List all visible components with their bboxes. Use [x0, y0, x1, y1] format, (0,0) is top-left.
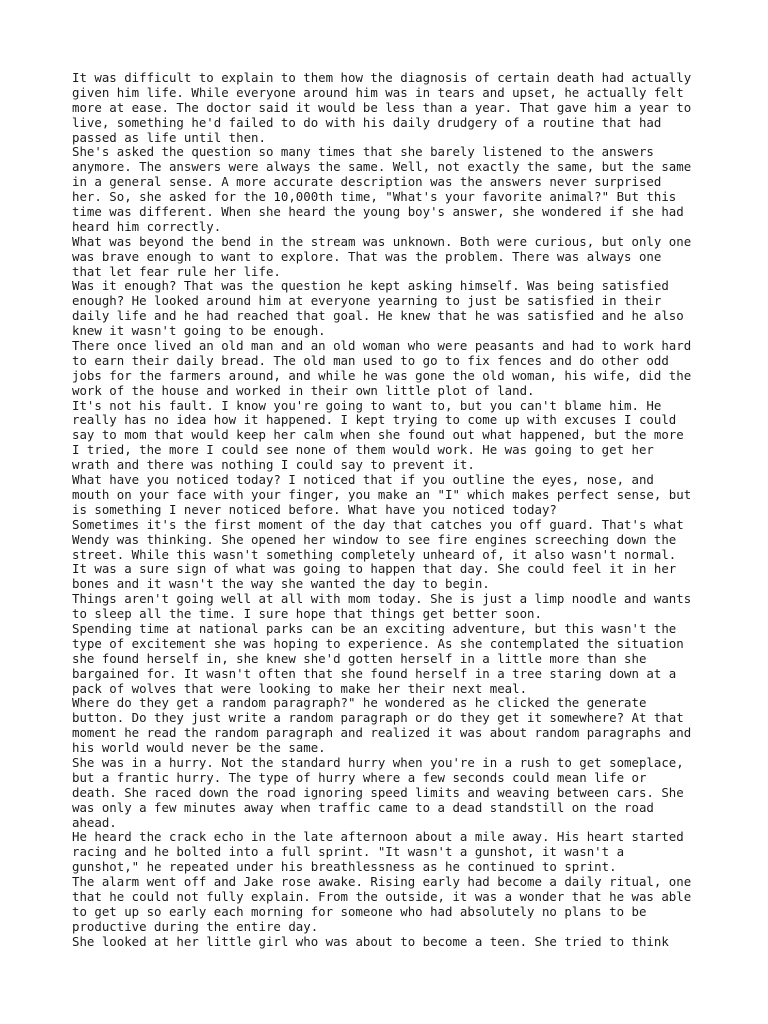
text-line: is something I never noticed before. What have you noticed today? — [72, 501, 557, 517]
text-line: heard him correctly. — [72, 218, 222, 234]
text-line: Wendy was thinking. She opened her window to see fire engines screeching down the — [72, 531, 677, 547]
text-line: to sleep all the time. I sure hope that things get better soon. — [72, 606, 542, 622]
text-line: Spending time at national parks can be an exciting adventure, but this wasn't the — [72, 620, 677, 636]
text-line: button. Do they just write a random paragraph or do they get it somewhere? At that — [72, 710, 684, 726]
text-line: but a frantic hurry. The type of hurry where a few seconds could mean life or — [72, 769, 647, 785]
text-line: passed as life until then. — [72, 129, 266, 145]
paragraph — [72, 830, 712, 875]
text-line: The alarm went off and Jake rose awake. Rising early had become a daily ritual, one — [72, 874, 692, 890]
text-line: productive during the entire day. — [72, 918, 319, 934]
text-line: She was in a hurry. Not the standard hurry when you're in a rush to get someplace, — [72, 754, 684, 770]
text-line: she found herself in, she knew she'd gotten herself in a little more than she — [72, 650, 647, 666]
text-line: It was a sure sign of what was going to happen that day. She could feel it in her — [72, 561, 677, 577]
text-line: death. She raced down the road ignoring speed limits and weaving between cars. She — [72, 784, 684, 800]
text-line: type of excitement she was hoping to experience. As she contemplated the situation — [72, 635, 684, 651]
text-line: Was it enough? That was the question he kept asking himself. Was being satisfied — [72, 278, 669, 294]
text-line: pack of wolves that were looking to make her their next meal. — [72, 680, 528, 696]
paragraph — [72, 279, 712, 339]
text-line: Sometimes it's the first moment of the day that catches you off guard. That's what — [72, 516, 684, 532]
paragraph — [72, 592, 712, 622]
text-line: It was difficult to explain to them how the diagnosis of certain death had actually — [72, 70, 692, 85]
text-line: really has no idea how it happened. I kept trying to come up with excuses I could — [72, 412, 677, 428]
paragraph — [72, 756, 712, 830]
text-line: more at ease. The doctor said it would be less than a year. That gave him a year to — [72, 99, 692, 115]
text-line: What was beyond the bend in the stream was unknown. Both were curious, but only one — [72, 233, 692, 249]
text-line: was only a few minutes away when traffic came to a dead standstill on the road — [72, 799, 654, 815]
text-line: It's not his fault. I know you're going to want to, but you can't blame him. He — [72, 397, 662, 413]
text-line: There once lived an old man and an old woman who were peasants and had to work hard — [72, 338, 692, 354]
paragraph — [72, 875, 712, 935]
text-line: Where do they get a random paragraph?" he wondered as he clicked the generate — [72, 695, 647, 711]
text-line: to earn their daily bread. The old man used to go to fix fences and do other odd — [72, 352, 669, 368]
text-line: jobs for the farmers around, and while he was gone the old woman, his wife, did the — [72, 367, 692, 383]
paragraph — [72, 473, 712, 518]
text-line: knew it wasn't going to be enough. — [72, 323, 326, 339]
text-line: moment he read the random paragraph and realized it was about random paragraphs and — [72, 725, 692, 741]
paragraph — [72, 518, 712, 592]
text-line: say to mom that would keep her calm when she found out what happened, but the more — [72, 427, 684, 443]
text-line: enough? He looked around him at everyone yearning to just be satisfied in their — [72, 293, 662, 309]
text-line: wrath and there was nothing I could say to prevent it. — [72, 457, 475, 473]
text-line: mouth on your face with your finger, you make an "I" which makes perfect sense, but — [72, 486, 692, 502]
text-line: was brave enough to want to explore. That was the problem. There was always one — [72, 248, 662, 264]
text-line: bones and it wasn't the way she wanted the day to begin. — [72, 576, 490, 592]
text-line: ahead. — [72, 814, 117, 830]
text-line: to get up so early each morning for someone who had absolutely no plans to be — [72, 903, 647, 919]
paragraph — [72, 71, 712, 145]
paragraph — [72, 622, 712, 696]
paragraph — [72, 339, 712, 399]
text-line: anymore. The answers were always the same. Well, not exactly the same, but the same — [72, 159, 692, 175]
text-line: live, something he'd failed to do with his daily drudgery of a routine that had — [72, 114, 662, 130]
text-line: I tried, the more I could see none of them would work. He was going to get her — [72, 442, 654, 458]
text-line: Things aren't going well at all with mom today. She is just a limp noodle and wants — [72, 591, 692, 607]
paragraph — [72, 935, 712, 950]
text-line: She's asked the question so many times that she barely listened to the answers — [72, 144, 654, 160]
document-body — [72, 71, 712, 950]
text-line: What have you noticed today? I noticed that if you outline the eyes, nose, and — [72, 472, 654, 488]
text-line: She looked at her little girl who was about to become a teen. She tried to think — [72, 933, 669, 949]
text-line: that let fear rule her life. — [72, 263, 281, 279]
text-line: daily life and he had reached that goal. He knew that he was satisfied and he also — [72, 308, 684, 324]
text-line: work of the house and worked in their own little plot of land. — [72, 382, 535, 398]
paragraph — [72, 399, 712, 473]
paragraph — [72, 696, 712, 756]
paragraph — [72, 235, 712, 280]
paragraph — [72, 145, 712, 234]
text-line: He heard the crack echo in the late afternoon about a mile away. His heart started — [72, 829, 684, 845]
text-line: street. While this wasn't something completely unheard of, it also wasn't normal. — [72, 546, 677, 562]
text-line: that he could not fully explain. From the outside, it was a wonder that he was able — [72, 888, 692, 904]
text-line: racing and he bolted into a full sprint. "It wasn't a gunshot, it wasn't a — [72, 844, 625, 860]
text-line: bargained for. It wasn't often that she found herself in a tree staring down at a — [72, 665, 677, 681]
text-line: her. So, she asked for the 10,000th time, "What's your favorite animal?" But this — [72, 189, 677, 205]
text-line: gunshot," he repeated under his breathlessness as he continued to sprint. — [72, 859, 617, 875]
text-line: his world would never be the same. — [72, 740, 326, 756]
text-line: in a general sense. A more accurate description was the answers never surprised — [72, 174, 662, 190]
text-line: time was different. When she heard the young boy's answer, she wondered if she had — [72, 204, 684, 220]
text-line: given him life. While everyone around him was in tears and upset, he actually felt — [72, 84, 684, 100]
